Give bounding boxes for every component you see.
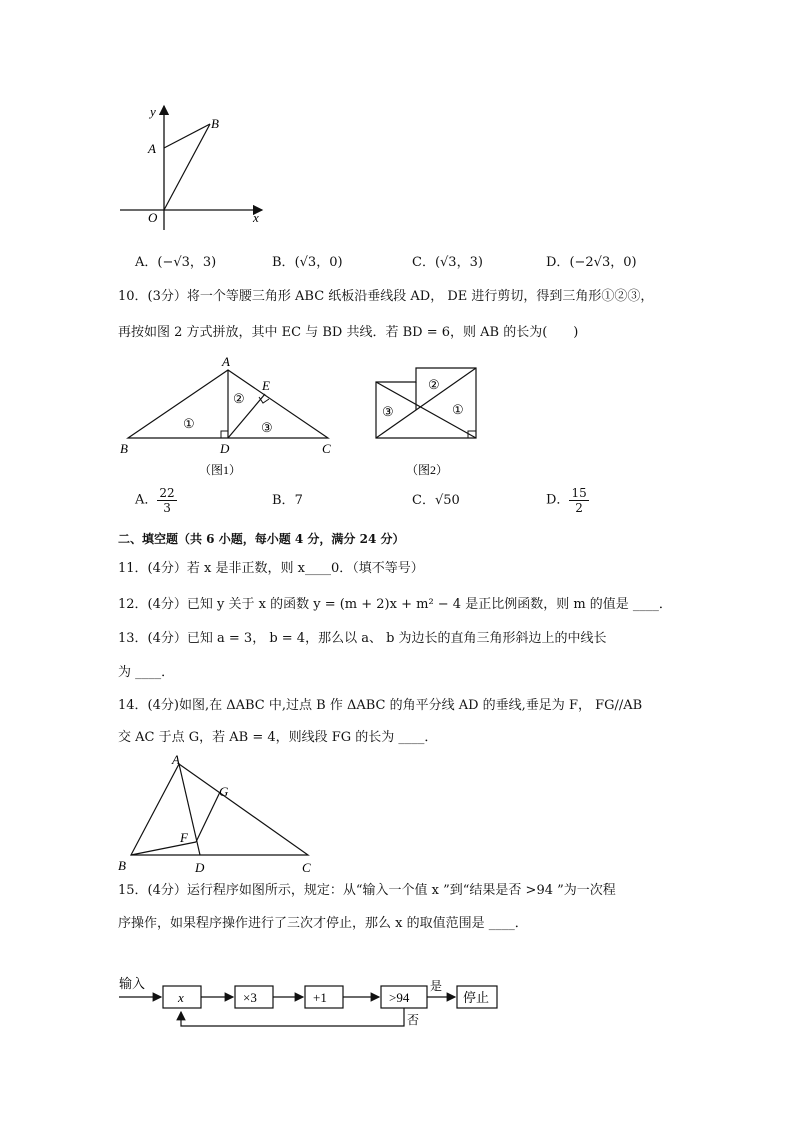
q10-figure-1 (115, 352, 345, 482)
q10-option-a[interactable]: A． $\frac{22}{3}$ (135, 486, 175, 515)
svg-text:是: 是 (430, 979, 443, 993)
label-b: B (211, 116, 219, 131)
svg-text:（图1）: （图1） (199, 463, 242, 477)
q10-text-line1: 10．(3分）将一个等腰三角形 ABC 纸板沿垂线段 AD， DE 进行剪切，得到三角形①②③， (118, 289, 654, 304)
svg-text:①: ① (183, 416, 195, 431)
q10-figure-2 (368, 362, 488, 482)
section-2-heading: 二、填空题（共 6 小题，每小题 4 分，满分 24 分） (118, 532, 405, 546)
svg-text:+1: +1 (313, 990, 327, 1005)
svg-text:③: ③ (261, 420, 273, 435)
q11-text: 11．(4分）若 x 是非正数，则 x____0．（填不等号） (118, 561, 424, 576)
q13-text-line1: 13．(4分）已知 a = 3， b = 4，那么以 a、 b 为边长的直角三角形斜边上的中线长 (118, 631, 607, 646)
svg-text:否: 否 (407, 1013, 420, 1027)
svg-text:①: ① (452, 402, 464, 417)
svg-text:E: E (262, 378, 270, 393)
svg-text:B: B (118, 858, 126, 873)
label-a: A (148, 141, 156, 156)
svg-text:F: F (180, 830, 188, 845)
svg-text:②: ② (233, 391, 245, 406)
svg-text:（图2）: （图2） (406, 463, 449, 477)
svg-text:>94: >94 (389, 990, 410, 1005)
svg-text:停止: 停止 (463, 990, 490, 1005)
svg-text:A: A (222, 354, 230, 369)
q9-option-a[interactable]: A．(−√3，3) (135, 255, 217, 270)
q10-text-line2: 再按如图 2 方式拼放，其中 EC 与 BD 共线．若 BD = 6，则 AB 的长为( ) (118, 325, 579, 340)
q9-option-d[interactable]: D．(−2√3，0) (546, 255, 637, 270)
svg-text:输入: 输入 (119, 976, 146, 991)
q15-text-line1: 15．(4分）运行程序如图所示，规定：从“输入一个值 x ”到“结果是否 >94 ”为一次程 (118, 883, 616, 898)
svg-text:D: D (195, 860, 205, 875)
q9-option-c[interactable]: C．(√3，3) (412, 255, 483, 270)
svg-text:B: B (120, 441, 128, 456)
svg-text:A: A (172, 752, 180, 767)
q10-option-b[interactable]: B．7 (272, 493, 303, 508)
svg-text:C: C (302, 860, 311, 875)
svg-text:x: x (178, 990, 184, 1005)
segment-ob (164, 124, 210, 210)
svg-text:G: G (219, 784, 229, 799)
svg-text:②: ② (428, 377, 440, 392)
q14-text-line2: 交 AC 于点 G，若 AB = 4，则线段 FG 的长为 ____． (118, 730, 438, 745)
q15-flowchart (115, 968, 515, 1038)
q9-option-b[interactable]: B．(√3，0) (272, 255, 343, 270)
q12-text: 12．(4分）已知 y 关于 x 的函数 y = (m + 2)x + m² − 4 是正比例函数，则 m 的值是 ____． (118, 597, 672, 612)
q15-text-line2: 序操作，如果程序操作进行了三次才停止，那么 x 的取值范围是 ____． (118, 916, 528, 931)
q10-option-c[interactable]: C．√50 (412, 493, 460, 508)
q10-option-d[interactable]: D． $\frac{15}{2}$ (546, 486, 587, 515)
q14-triangle-figure (112, 752, 322, 876)
q9-coordinate-figure (110, 98, 280, 238)
label-o: O (148, 210, 158, 225)
q14-text-line1: 14．(4分)如图,在 ΔABC 中,过点 B 作 ΔABC 的角平分线 AD 的垂线,垂足为 F， FG//AB (118, 698, 643, 713)
svg-text:③: ③ (382, 404, 394, 419)
svg-text:×3: ×3 (243, 990, 257, 1005)
svg-text:C: C (322, 441, 331, 456)
svg-text:D: D (220, 441, 230, 456)
q13-text-line2: 为 ____． (118, 665, 175, 680)
label-y: y (150, 104, 156, 119)
label-x: x (253, 210, 259, 225)
